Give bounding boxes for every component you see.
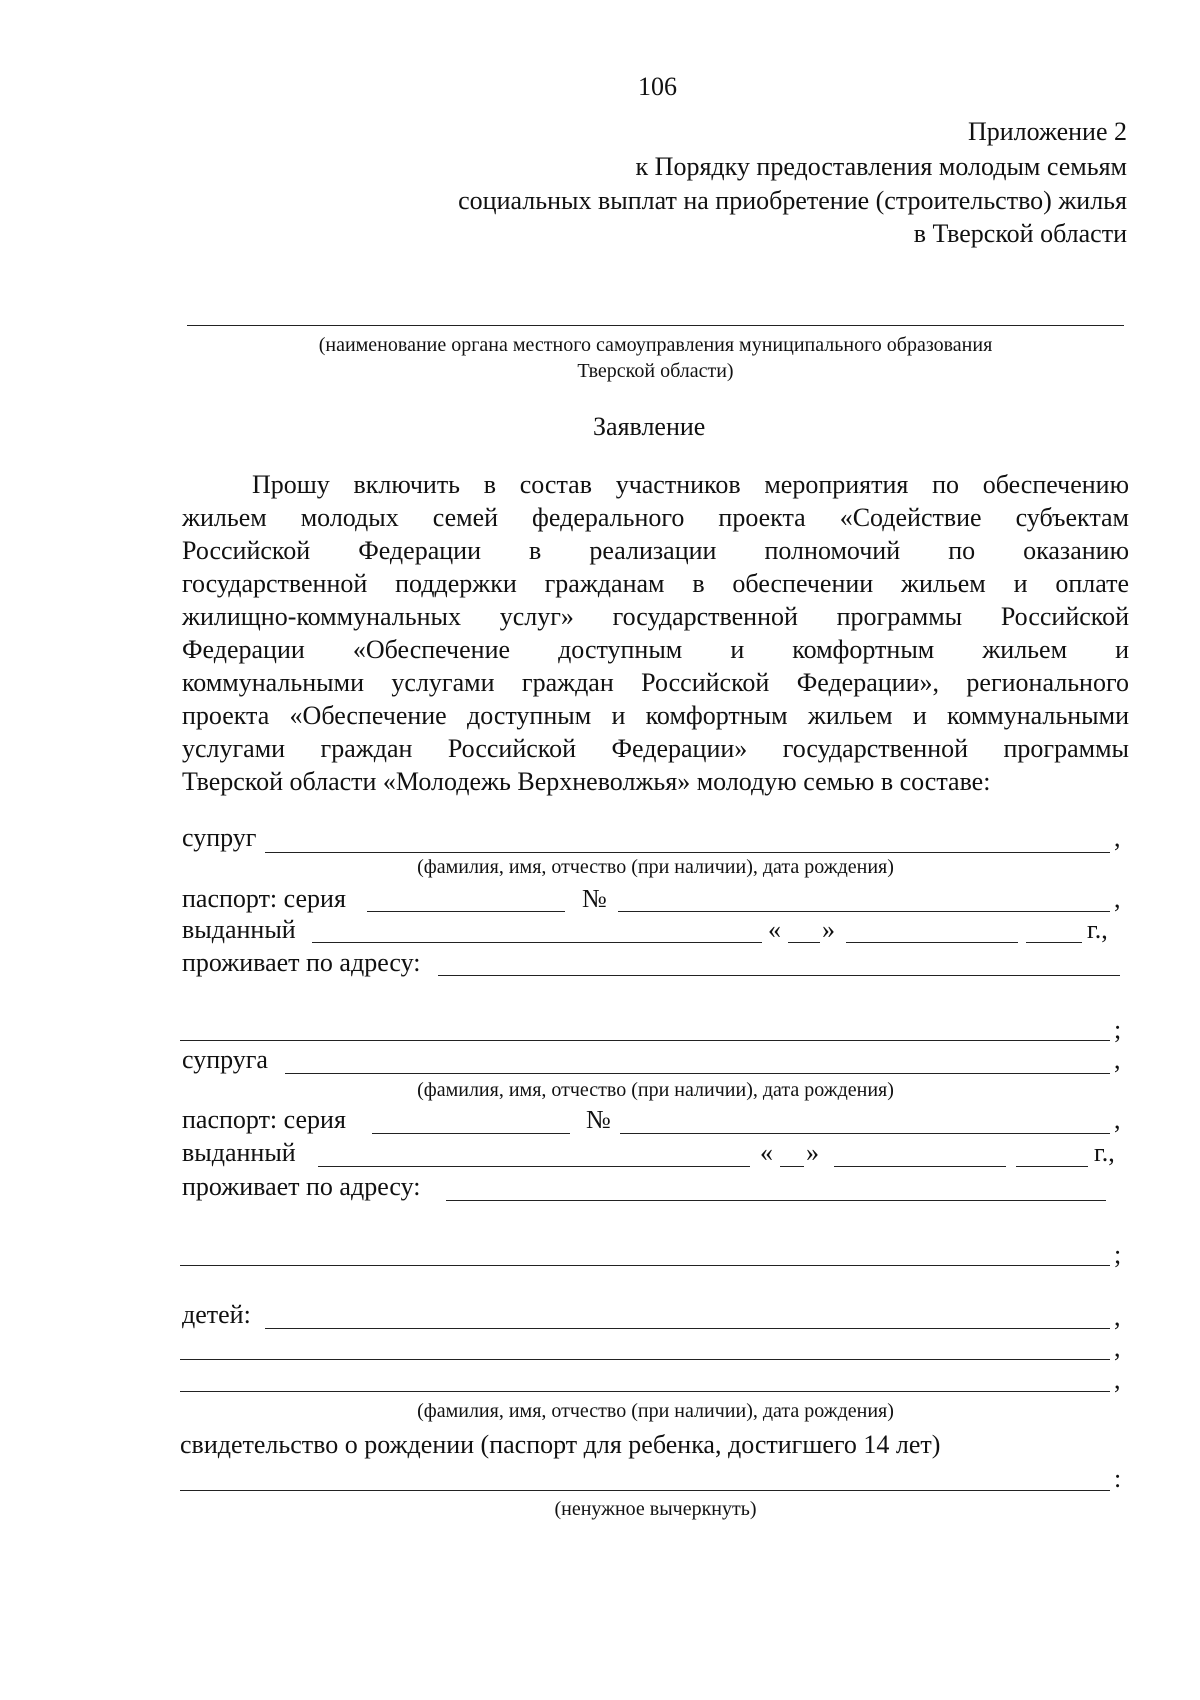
- colon: :: [1114, 1464, 1122, 1493]
- body-line: жильем молодых семей федерального проекта «Содействие субъектам: [182, 503, 1129, 532]
- body-line: Прошу включить в состав участников мероприятия по обеспечению: [252, 470, 1129, 499]
- husband-passport-label: паспорт: серия: [182, 884, 346, 913]
- husband-passport-series-field[interactable]: [367, 911, 565, 912]
- comma: ,: [1114, 884, 1121, 913]
- husband-issued-by-field[interactable]: [312, 942, 762, 943]
- wife-address-field-2[interactable]: [180, 1265, 1110, 1266]
- semicolon: ;: [1114, 1240, 1122, 1269]
- quote-open: «: [768, 915, 781, 944]
- birth-certificate-field[interactable]: [180, 1490, 1110, 1491]
- body-line: проекта «Обеспечение доступным и комфортным жильем и коммунальными: [182, 701, 1129, 730]
- husband-fio-caption: (фамилия, имя, отчество (при наличии), дата рождения): [417, 856, 894, 878]
- year-suffix: г.,: [1094, 1138, 1115, 1167]
- semicolon: ;: [1114, 1015, 1122, 1044]
- wife-name-field[interactable]: [285, 1073, 1110, 1074]
- appendix-line-3: социальных выплат на приобретение (строительство) жилья: [458, 186, 1127, 215]
- wife-issue-month-field[interactable]: [834, 1166, 1006, 1167]
- strike-note: (ненужное вычеркнуть): [554, 1498, 757, 1520]
- comma: ,: [1114, 823, 1121, 852]
- appendix-line-2: к Порядку предоставления молодым семьям: [635, 152, 1127, 181]
- comma: ,: [1114, 1105, 1121, 1134]
- child-field-2[interactable]: [180, 1359, 1110, 1360]
- body-line: коммунальными услугами граждан Российской Федерации», регионального: [182, 668, 1129, 697]
- quote-open: «: [760, 1138, 773, 1167]
- husband-issue-day-field[interactable]: [788, 942, 820, 943]
- appendix-line-1: Приложение 2: [967, 117, 1127, 146]
- husband-address-field-2[interactable]: [180, 1040, 1110, 1041]
- body-line: жилищно-коммунальных услуг» государственной программы Российской: [182, 602, 1129, 631]
- quote-close: »: [822, 915, 835, 944]
- comma: ,: [1114, 1365, 1121, 1394]
- husband-issue-month-field[interactable]: [846, 942, 1018, 943]
- number-sign: №: [582, 884, 607, 913]
- children-label: детей:: [182, 1300, 251, 1329]
- wife-label: супруга: [182, 1045, 268, 1074]
- wife-issued-by-field[interactable]: [318, 1166, 750, 1167]
- child-field-3[interactable]: [180, 1391, 1110, 1392]
- husband-label: супруг: [182, 823, 257, 852]
- husband-address-label: проживает по адресу:: [182, 948, 421, 977]
- child-field-1[interactable]: [265, 1328, 1110, 1329]
- authority-name-line[interactable]: [187, 325, 1124, 326]
- husband-name-field[interactable]: [265, 852, 1110, 853]
- wife-address-field[interactable]: [446, 1200, 1106, 1201]
- authority-caption-1: (наименование органа местного самоуправления муниципального образования: [318, 334, 993, 356]
- number-sign: №: [586, 1105, 611, 1134]
- body-line: Федерации «Обеспечение доступным и комфортным жильем и: [182, 635, 1129, 664]
- document-title: Заявление: [593, 412, 706, 441]
- comma: ,: [1114, 1333, 1121, 1362]
- wife-passport-series-field[interactable]: [372, 1133, 570, 1134]
- wife-issue-day-field[interactable]: [780, 1166, 804, 1167]
- body-line: Российской Федерации в реализации полномочий по оказанию: [182, 536, 1129, 565]
- children-fio-caption: (фамилия, имя, отчество (при наличии), дата рождения): [417, 1400, 894, 1422]
- year-suffix: г.,: [1087, 915, 1108, 944]
- wife-passport-label: паспорт: серия: [182, 1105, 346, 1134]
- appendix-line-4: в Тверской области: [913, 219, 1127, 248]
- body-line: услугами граждан Российской Федерации» государственной программы: [182, 734, 1129, 763]
- wife-address-label: проживает по адресу:: [182, 1172, 421, 1201]
- authority-caption-2: Тверской области): [577, 360, 734, 382]
- wife-issue-year-field[interactable]: [1016, 1166, 1088, 1167]
- husband-issue-year-field[interactable]: [1026, 942, 1082, 943]
- birth-certificate-label: свидетельство о рождении (паспорт для ребенка, достигшего 14 лет): [180, 1430, 941, 1459]
- quote-close: »: [806, 1138, 819, 1167]
- body-line: государственной поддержки гражданам в обеспечении жильем и оплате: [182, 569, 1129, 598]
- wife-issued-label: выданный: [182, 1138, 296, 1167]
- wife-passport-number-field[interactable]: [620, 1133, 1110, 1134]
- comma: ,: [1114, 1045, 1121, 1074]
- wife-fio-caption: (фамилия, имя, отчество (при наличии), дата рождения): [417, 1079, 894, 1101]
- page-number: 106: [638, 72, 677, 101]
- body-line: Тверской области «Молодежь Верхневолжья» молодую семью в составе:: [182, 767, 991, 796]
- husband-issued-label: выданный: [182, 915, 296, 944]
- husband-address-field[interactable]: [438, 975, 1120, 976]
- comma: ,: [1114, 1302, 1121, 1331]
- husband-passport-number-field[interactable]: [618, 911, 1110, 912]
